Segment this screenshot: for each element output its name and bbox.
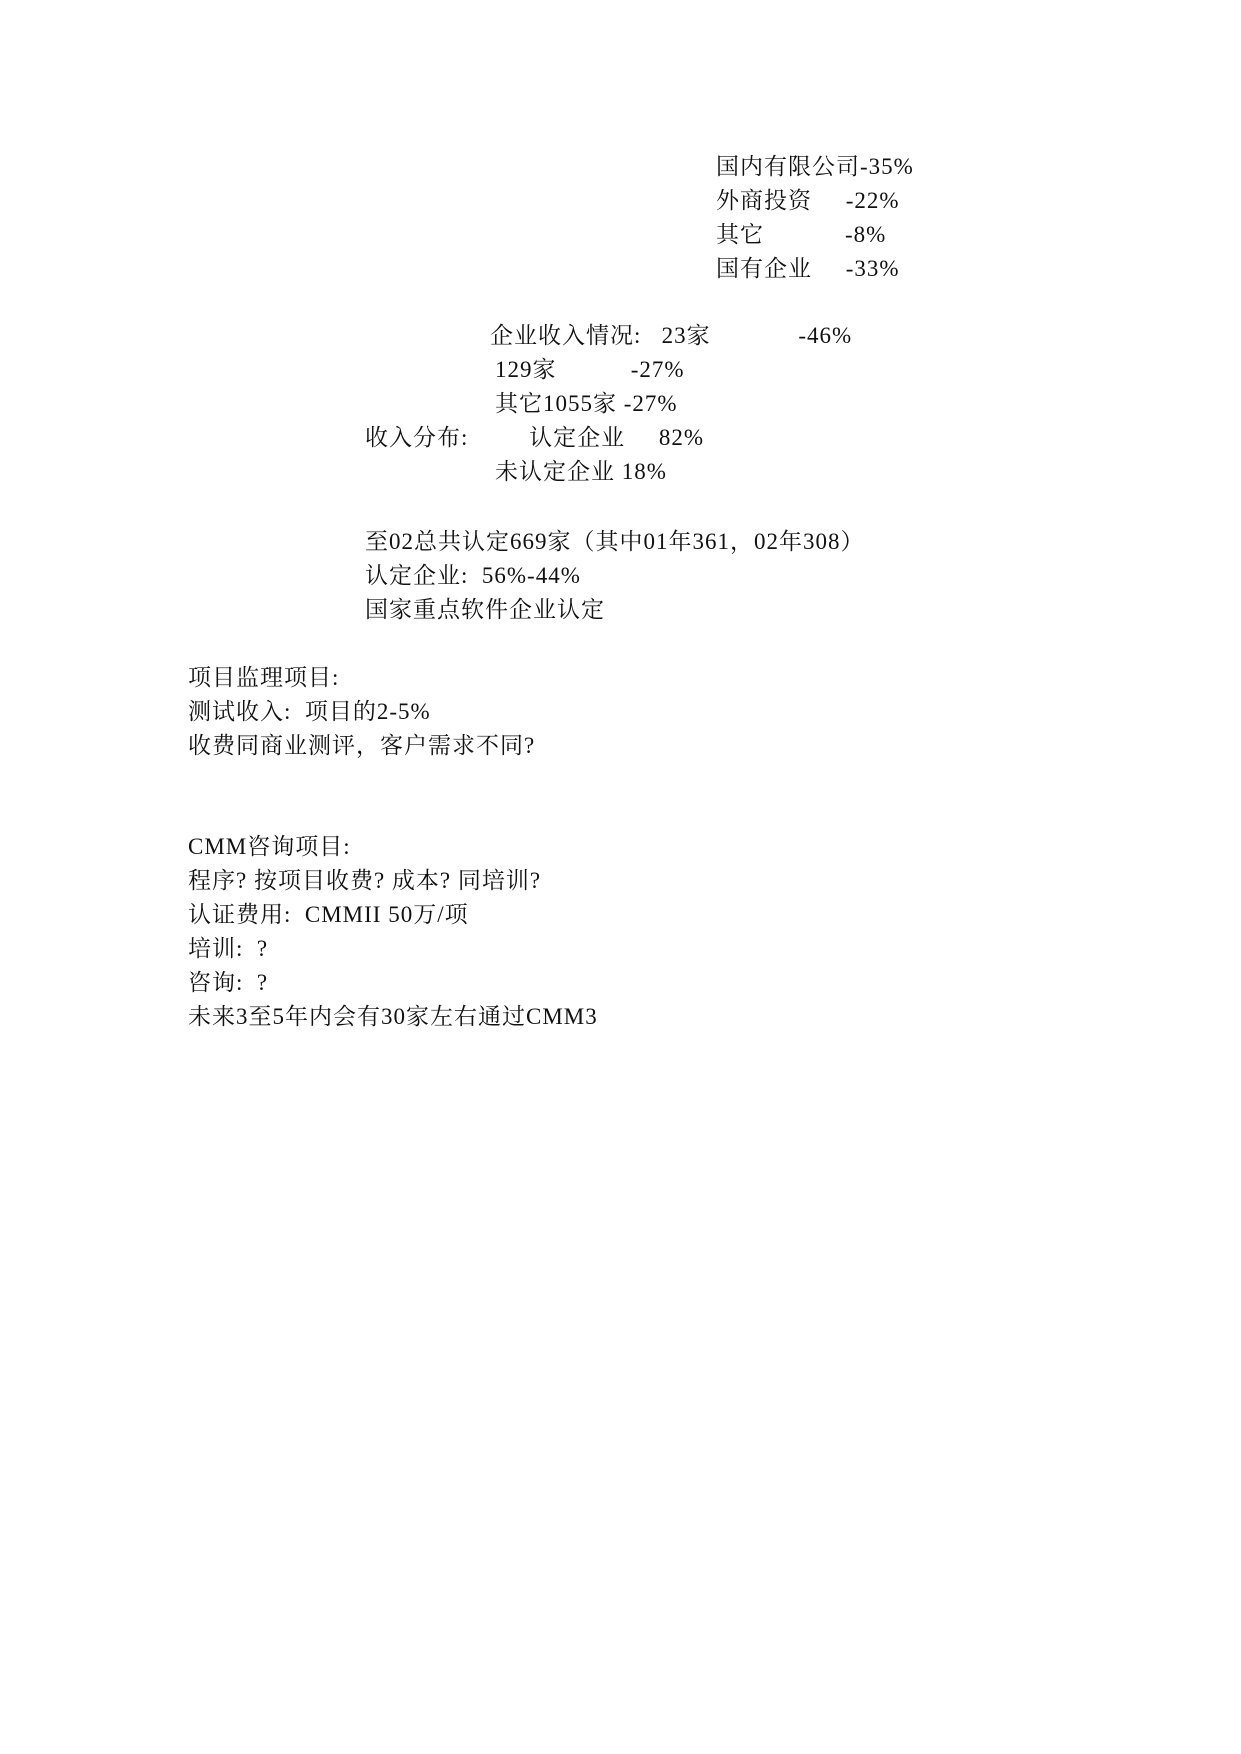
income-distribution: 收入分布: 认定企业 82% [365,425,705,450]
cmm-consulting: 咨询: ? [188,970,269,995]
supervision-test-income: 测试收入: 项目的2-5% [188,699,431,724]
cmm-heading: CMM咨询项目: [188,834,351,859]
supervision-heading: 项目监理项目: [188,665,340,690]
ownership-list [716,150,914,286]
ownership-domestic-ltd: 国内有限公司-35% [716,154,914,179]
income-uncertified: 未认定企业 18% [495,459,667,484]
cmm-training: 培训: ? [188,936,269,961]
supervision-fee-note: 收费同商业测评，客户需求不同? [188,733,536,758]
income-line-2: 129家 -27% [495,357,685,382]
cmm-procedure: 程序? 按项目收费? 成本? 同培训? [188,868,542,893]
ownership-state-owned: 国有企业 -33% [716,256,900,281]
cmm-cert-fee: 认证费用: CMMII 50万/项 [188,902,469,927]
supervision-section [188,661,535,763]
certification-ratio: 认定企业: 56%-44% [365,563,581,588]
certification-section [365,525,865,627]
certification-total: 至02总共认定669家（其中01年361，02年308） [365,529,865,554]
certification-key-enterprise: 国家重点软件企业认定 [365,597,605,622]
income-line-1: 企业收入情况: 23家 -46% [490,323,853,348]
ownership-other: 其它 -8% [716,222,887,247]
cmm-section [188,830,598,1034]
income-line-3: 其它1055家 -27% [495,391,678,416]
cmm-forecast: 未来3至5年内会有30家左右通过CMM3 [188,1004,598,1029]
ownership-foreign-invest: 外商投资 -22% [716,188,900,213]
